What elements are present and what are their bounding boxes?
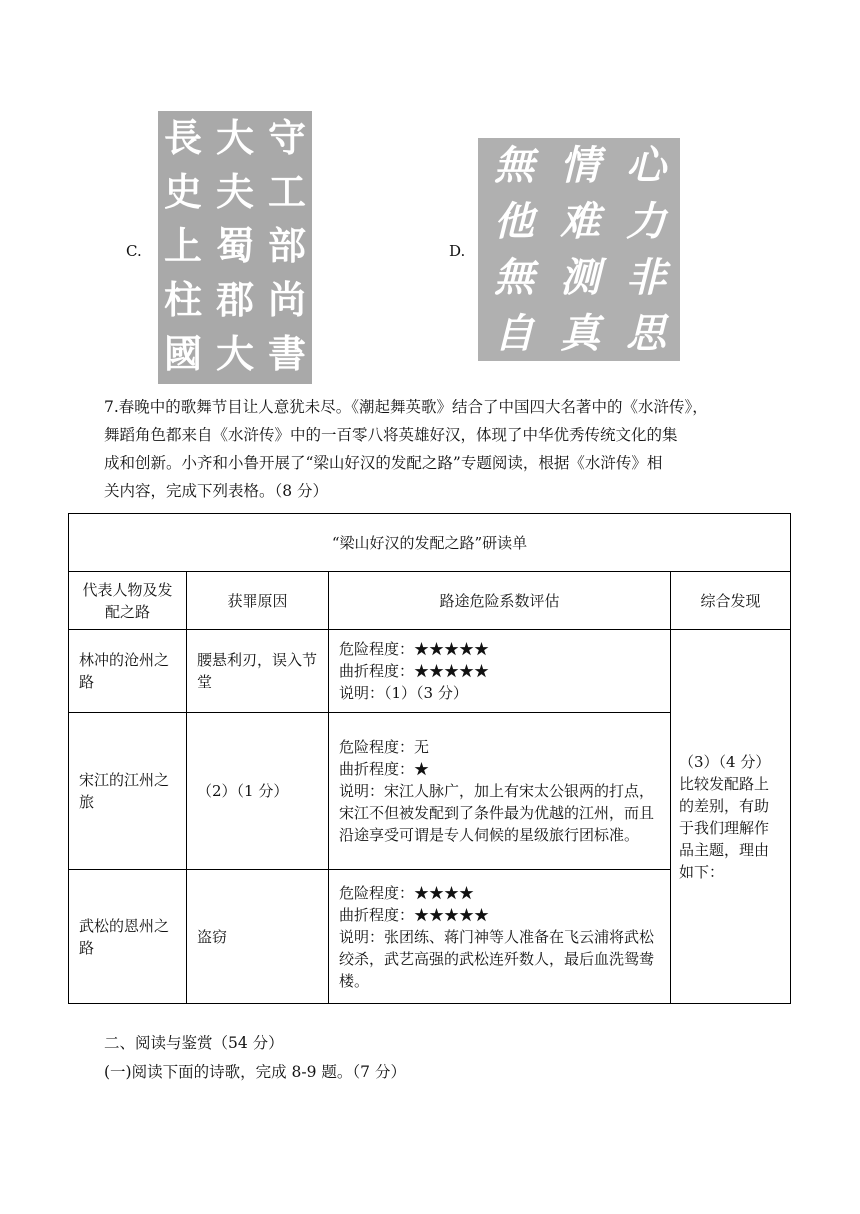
twist-level: 曲折程度：★★★★★ <box>339 662 490 680</box>
cell-reason: 腰悬利刃，误入节堂 <box>187 630 329 713</box>
cell-reason: （2）（1 分） <box>187 713 329 870</box>
option-c-label: C. <box>126 242 142 260</box>
cell-findings: （3）（4 分）比较发配路上的差别，有助于我们理解作品主题，理由如下： <box>671 630 791 1004</box>
danger-level: 危险程度：无 <box>339 738 430 756</box>
question-line: 舞蹈角色都来自《水浒传》中的一百零八将英雄好汉，体现了中华优秀传统文化的集 <box>104 426 678 444</box>
twist-level: 曲折程度：★ <box>339 760 430 778</box>
calligraphy-d-col-2: 情 难 测 真 <box>560 142 600 357</box>
option-d-label: D. <box>449 242 466 260</box>
cell-danger-assessment <box>329 630 671 713</box>
calligraphy-c-col-2: 大 夫 蜀 郡 大 <box>215 115 254 376</box>
calligraphy-image-d <box>478 138 680 361</box>
header-findings: 综合发现 <box>671 572 791 630</box>
header-person-route: 代表人物及发配之路 <box>69 572 187 630</box>
assessment-note: 说明：（1）（3 分） <box>339 684 468 702</box>
question-line: 7.春晚中的歌舞节目让人意犹未尽。《潮起舞英歌》结合了中国四大名著中的《水浒传》， <box>104 398 708 416</box>
danger-level: 危险程度：★★★★★ <box>339 640 490 658</box>
header-danger-assessment: 路途危险系数评估 <box>329 572 671 630</box>
calligraphy-c-col-1: 守 工 部 尚 書 <box>267 115 306 376</box>
calligraphy-d-col-1: 心 力 非 思 <box>626 142 666 357</box>
cell-person: 宋江的江州之旅 <box>69 713 187 870</box>
cell-person: 武松的恩州之路 <box>69 870 187 1004</box>
question-line: 成和创新。小齐和小鲁开展了“梁山好汉的发配之路”专题阅读，根据《水浒传》相 <box>104 454 663 472</box>
question-line: 关内容，完成下列表格。（8 分） <box>104 482 329 500</box>
section-heading-part2: 二、阅读与鉴赏（54 分） <box>104 1034 284 1052</box>
question-7-text <box>104 393 764 505</box>
study-sheet-table <box>68 513 791 1004</box>
danger-level: 危险程度：★★★★ <box>339 883 475 902</box>
cell-reason: 盗窃 <box>187 870 329 1004</box>
assessment-note: 说明：张团练、蒋门神等人准备在飞云浦将武松绞杀，武艺高强的武松连歼数人，最后血洗鸳鸯楼。 <box>339 927 655 990</box>
table-title: “梁山好汉的发配之路”研读单 <box>69 514 791 572</box>
section-subheading-poem: (一)阅读下面的诗歌，完成 8-9 题。（7 分） <box>104 1063 406 1081</box>
table-row <box>69 630 791 713</box>
calligraphy-d-col-3: 無 他 無 自 <box>494 142 534 357</box>
header-reason: 获罪原因 <box>187 572 329 630</box>
cell-person: 林冲的沧州之路 <box>69 630 187 713</box>
assessment-note: 说明：宋江人脉广，加上有宋太公银两的打点，宋江不但被发配到了条件最为优越的江州，而且沿途享受可谓是专人伺候的星级旅行团标准。 <box>339 782 655 844</box>
cell-danger-assessment <box>329 870 671 1004</box>
calligraphy-image-c <box>158 111 312 384</box>
cell-danger-assessment <box>329 713 671 870</box>
calligraphy-c-col-3: 長 史 上 柱 國 <box>163 115 202 376</box>
twist-level: 曲折程度：★★★★★ <box>339 905 490 924</box>
